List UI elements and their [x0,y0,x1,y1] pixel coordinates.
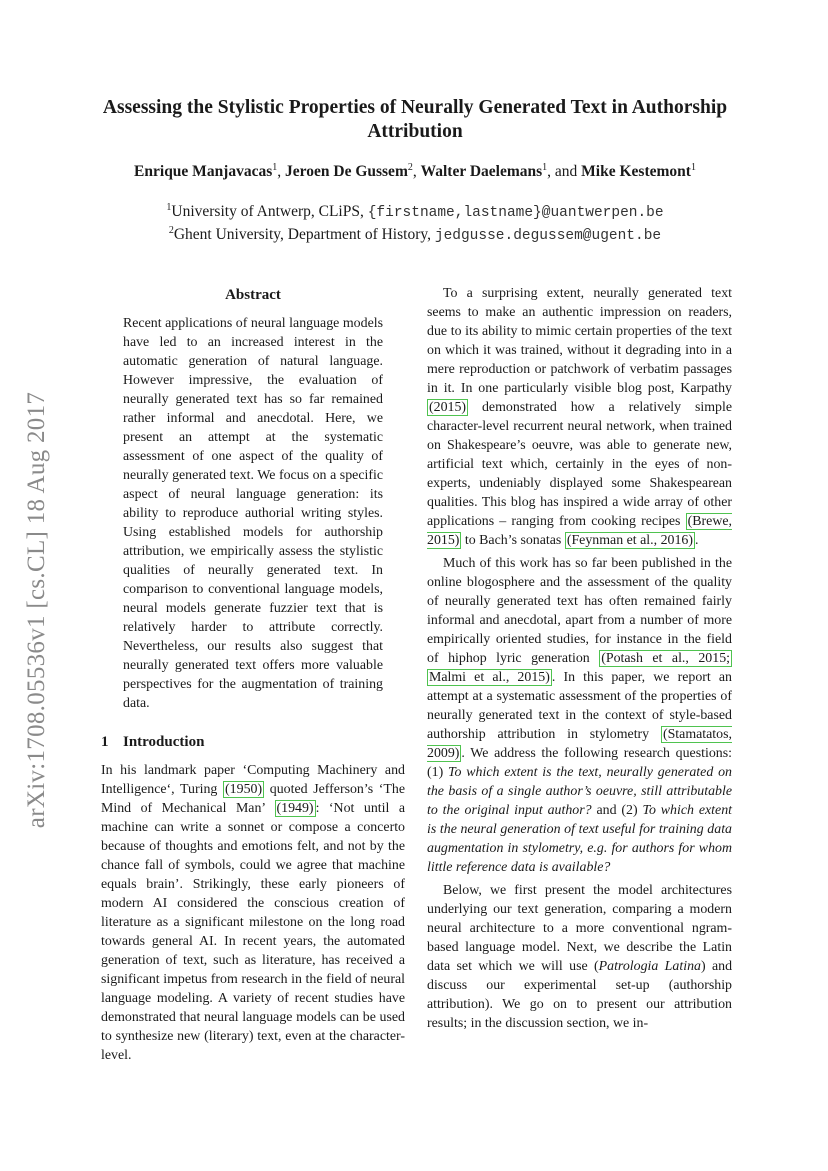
text-run: . We address the following research questions: (1) [427,746,732,780]
body-paragraph [427,554,732,877]
body-paragraph [427,881,732,1033]
affiliation-email: jedgusse.degussem@ugent.be [434,228,662,244]
citation-link[interactable]: (Brewe, 2015) [427,514,732,548]
citation-link[interactable]: (Stamatatos, 2009) [427,727,732,761]
text-run: . In this paper, we report an attempt at a systematic assessment of the properties of neurally generated text in the context of style-based authorship attribution in stylometry [427,670,732,742]
author-separator: , [277,163,286,180]
text-run: Much of this work has so far been published in the online blogosphere and the assessment of the quality of neurally generated text has often remained fairly informal and anecdotal, apart from a number of more empirically oriented studies, for instance in the field of hiphop lyric generation [427,556,732,666]
author-separator: , [412,163,421,180]
research-question: To which extent is the text, neurally generated on the basis of a single author’s oeuvre, still attributable to the original input author? [427,765,733,818]
research-question: To which extent is the neural generation of text useful for training data augmentation in stylometry, e.g. for authors for whom little reference data is available? [427,803,732,875]
citation-link[interactable]: (2015) [429,400,467,415]
text-run: . [694,533,699,548]
section-number: 1 [101,734,109,750]
author-name: Enrique Manjavacas [134,163,273,180]
text-run: to Bach’s sonatas [461,533,565,548]
author-affiliation-mark: 1 [272,161,278,173]
affiliations [90,201,740,247]
text-run: To a surprising extent, neurally generated text seems to make an authentic impression on readers, due to its ability to mimic certain properties of the text on which it was trained, without it degrading into in a mere reproduction or patchwork of verbatim passages in it. In one particularly visible blog post, Karpathy [427,286,732,396]
affiliation-line [90,201,740,224]
affiliation-email: {firstname,lastname}@uantwerpen.be [367,205,664,221]
text-run: quoted Jefferson’s ‘The Mind of Mechanical Man’ [101,782,406,816]
section-title: Introduction [123,734,205,750]
affiliation-mark: 2 [168,224,174,236]
arxiv-id-text: arXiv:1708.05536v1 [cs.CL] 18 Aug 2017 [23,391,50,829]
author-affiliation-mark: 2 [407,161,413,173]
author-list [90,162,740,182]
affiliation-line [90,224,740,247]
left-column [101,284,405,1065]
abstract-heading: Abstract [225,287,281,303]
text-run: Below, we first present the model architectures underlying our text generation, comparing a modern neural architecture to a more conventional ngram-based language model. Next, we describe the Latin data set which we will use ( [427,883,732,974]
affiliation-mark: 1 [166,201,172,213]
arxiv-side-stamp [22,360,52,860]
right-column [427,284,732,1033]
author-name: Mike Kestemont [581,163,691,180]
section-heading [101,731,405,753]
dataset-name: Patrologia Latina [598,959,701,974]
author-separator: , and [547,163,582,180]
author-name: Walter Daelemans [420,163,543,180]
text-run: : ‘Not until a machine can write a sonnet or compose a concerto because of thoughts and emotions felt, and not by the chance fall of symbols, could we agree that machine equals brain’. Strikingly, these early pioneers of modern AI considered the conscious creation of literature as a significant milestone on the long road towards general AI. In recent years, the automated generation of text, such as literature, has received a significant impetus from research in the field of neural language modeling. A variety of recent studies have demonstrated that neural language models can be used to synthesize new (literary) text, even at the character-level. [101,801,406,1063]
intro-paragraph [101,761,405,1065]
text-run: and (2) [591,803,643,818]
body-paragraph [427,284,732,550]
author-affiliation-mark: 1 [690,161,696,173]
affiliation-text: Ghent University, Department of History, [173,226,435,243]
citation-link[interactable]: Malmi et al., 2015) [429,670,550,685]
citation-link[interactable]: (Potash et al., 2015; [601,651,731,666]
text-run: demonstrated how a relatively simple character-level recurrent neural network, when trained on Shakespeare’s oeuvre, was able to generate new, artificial text which, certainly in the eyes of non-experts, undeniably displayed some Shakespearean qualities. This blog has inspired a wide array of other applications – ranging from cooking recipes [427,400,732,529]
author-affiliation-mark: 1 [542,161,548,173]
text-run: In his landmark paper ‘Computing Machinery and Intelligence‘, Turing [101,763,405,797]
affiliation-text: University of Antwerp, CLiPS, [171,203,368,220]
text-run: ) and discuss our experimental set-up (authorship attribution). We go on to present our attribution results; in the discussion section, we in- [427,959,733,1031]
citation-link[interactable]: (1949) [276,801,314,816]
paper-title: Assessing the Stylistic Properties of Neurally Generated Text in Authorship Attribution [102,97,728,142]
citation-link[interactable]: (Feynman et al., 2016) [566,533,693,548]
abstract-text: Recent applications of neural language models have led to an increased interest in the automatic generation of natural language. However impressive, the evaluation of neurally generated text has so far remained rather informal and anecdotal. Here, we present an attempt at the systematic assessment of one aspect of the quality of neurally generated text. We focus on a specific aspect of neural language generation: its ability to reproduce authorial writing styles. Using established models for authorship attribution, we empirically assess the stylistic qualities of neurally generated text. In comparison to conventional language models, neural models generate fuzzier text that is relatively harder to attribute correctly. Nevertheless, our results also suggest that neurally generated text offers more valuable perspectives for the augmentation of training data. [123,316,383,711]
author-name: Jeroen De Gussem [285,163,408,180]
citation-link[interactable]: (1950) [225,782,263,797]
